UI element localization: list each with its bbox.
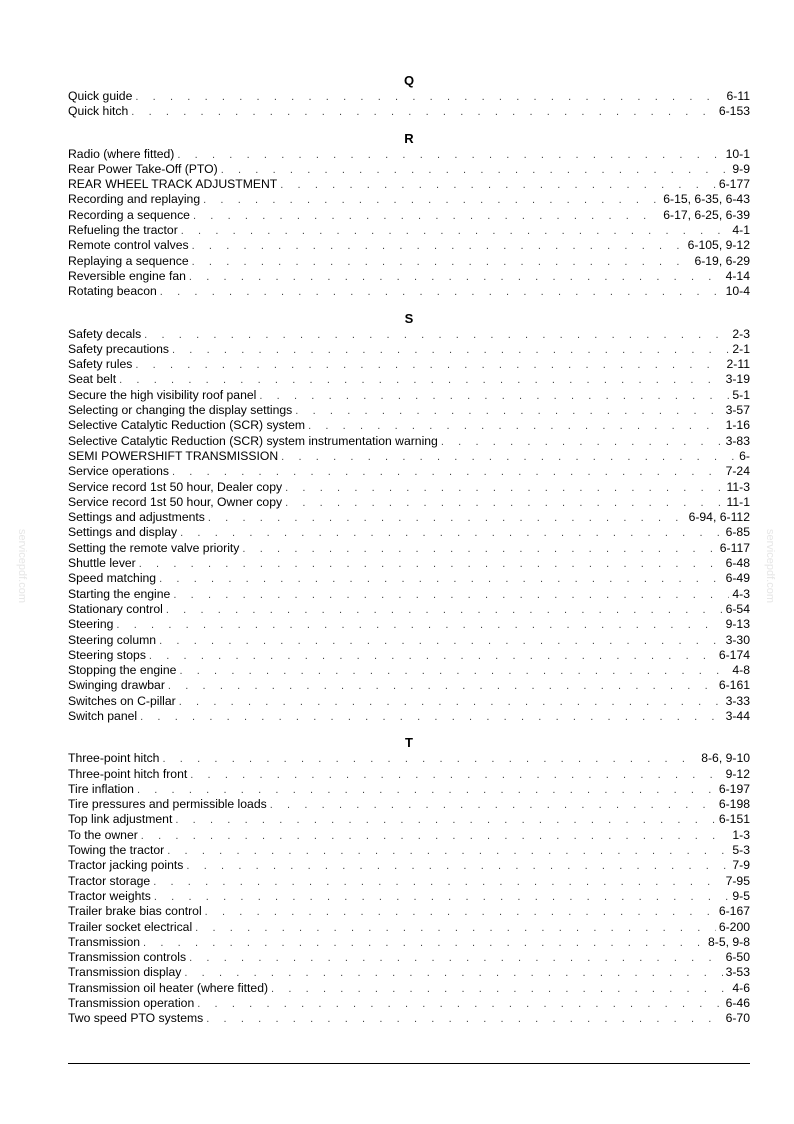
entry-label: Quick hitch: [68, 104, 131, 119]
dot-leader: [166, 603, 723, 618]
section-letter: Q: [403, 73, 415, 88]
dot-leader: [184, 966, 722, 981]
index-entry[interactable]: [68, 223, 750, 238]
index-entry[interactable]: [68, 782, 750, 797]
index-entry[interactable]: [68, 342, 750, 357]
entry-page-ref: 6-151: [716, 812, 750, 827]
dot-leader: [159, 634, 723, 649]
dot-leader: [177, 148, 722, 163]
entry-page-ref: 2-11: [724, 357, 751, 372]
index-entry[interactable]: [68, 874, 750, 889]
entry-page-ref: 9-5: [729, 889, 750, 904]
dot-leader: [173, 588, 729, 603]
entry-label: Tractor jacking points: [68, 858, 186, 873]
index-entry[interactable]: [68, 89, 750, 104]
section-letter: S: [404, 310, 414, 326]
entry-page-ref: 6-174: [716, 648, 750, 663]
index-entry[interactable]: [68, 858, 750, 873]
dot-leader: [135, 358, 723, 373]
entry-label: Swinging drawbar: [68, 678, 168, 693]
entry-page-ref: 4-8: [729, 663, 750, 678]
index-entry[interactable]: [68, 602, 750, 617]
entry-page-ref: 6-200: [716, 920, 750, 935]
entry-page-ref: 2-3: [729, 327, 750, 342]
dot-leader: [221, 163, 730, 178]
dot-leader: [285, 481, 723, 496]
index-entry[interactable]: [68, 694, 750, 709]
entry-label: Replaying a sequence: [68, 254, 192, 269]
entry-page-ref: 7-24: [723, 464, 750, 479]
dot-leader: [192, 255, 692, 270]
dot-leader: [308, 419, 723, 434]
entry-label: Tire inflation: [68, 782, 137, 797]
entry-page-ref: 3-57: [723, 403, 750, 418]
dot-leader: [144, 328, 729, 343]
entry-page-ref: 2-1: [729, 342, 750, 357]
entry-label: Speed matching: [68, 571, 159, 586]
entry-page-ref: 6-198: [716, 797, 750, 812]
entry-label: To the owner: [68, 828, 141, 843]
index-entry[interactable]: [68, 920, 750, 935]
entry-label: Three-point hitch: [68, 751, 162, 766]
entry-label: Remote control valves: [68, 238, 192, 253]
index-entry[interactable]: [68, 617, 750, 632]
entry-label: REAR WHEEL TRACK ADJUSTMENT: [68, 177, 280, 192]
dot-leader: [181, 224, 730, 239]
entry-label: Secure the high visibility roof panel: [68, 388, 259, 403]
dot-leader: [285, 496, 723, 511]
dot-leader: [116, 618, 722, 633]
index-entry[interactable]: [68, 510, 750, 525]
dot-leader: [139, 557, 723, 572]
dot-leader: [242, 542, 716, 557]
index-entry[interactable]: [68, 1011, 750, 1026]
entry-label: Top link adjustment: [68, 812, 175, 827]
index-entry[interactable]: [68, 162, 750, 177]
dot-leader: [179, 664, 729, 679]
index-entry[interactable]: [68, 904, 750, 919]
entry-label: Stationary control: [68, 602, 166, 617]
dot-leader: [270, 798, 716, 813]
entry-page-ref: 3-30: [723, 633, 750, 648]
entry-page-ref: 8-5, 9-8: [705, 935, 750, 950]
index-entry[interactable]: [68, 449, 750, 464]
index-entry[interactable]: [68, 269, 750, 284]
index-entry[interactable]: [68, 935, 750, 950]
index-page: [68, 72, 750, 1027]
dot-leader: [179, 695, 723, 710]
index-entry[interactable]: [68, 525, 750, 540]
entry-label: Transmission: [68, 935, 143, 950]
entry-label: Transmission controls: [68, 950, 189, 965]
index-entry[interactable]: [68, 843, 750, 858]
index-section: [68, 310, 750, 725]
entry-label: Reversible engine fan: [68, 269, 189, 284]
entry-label: Shuttle lever: [68, 556, 139, 571]
entry-page-ref: 10-1: [723, 147, 750, 162]
index-entry[interactable]: [68, 587, 750, 602]
entry-label: Tractor weights: [68, 889, 154, 904]
dot-leader: [160, 285, 723, 300]
dot-leader: [119, 373, 722, 388]
entry-label: Safety precautions: [68, 342, 172, 357]
index-entry[interactable]: [68, 541, 750, 556]
watermark-left: servicepdf.com: [16, 529, 28, 603]
index-entry[interactable]: [68, 828, 750, 843]
entry-page-ref: 3-19: [723, 372, 750, 387]
index-entry[interactable]: [68, 147, 750, 162]
dot-leader: [167, 844, 729, 859]
entry-page-ref: 10-4: [723, 284, 750, 299]
dot-leader: [205, 905, 716, 920]
entry-label: Quick guide: [68, 89, 135, 104]
dot-leader: [186, 859, 729, 874]
index-entry[interactable]: [68, 709, 750, 724]
entry-page-ref: 7-9: [729, 858, 750, 873]
entry-label: Safety rules: [68, 357, 135, 372]
dot-leader: [192, 239, 685, 254]
dot-leader: [135, 90, 723, 105]
entry-label: Transmission operation: [68, 996, 197, 1011]
index-entry[interactable]: [68, 388, 750, 403]
dot-leader: [280, 178, 716, 193]
entry-page-ref: 1-3: [729, 828, 750, 843]
entry-label: Service record 1st 50 hour, Owner copy: [68, 495, 285, 510]
entry-page-ref: 11-3: [724, 480, 751, 495]
footer-rule: [68, 1063, 750, 1064]
entry-label: Setting the remote valve priority: [68, 541, 242, 556]
index-entry[interactable]: [68, 965, 750, 980]
index-entry[interactable]: [68, 357, 750, 372]
entry-page-ref: 11-1: [724, 495, 751, 510]
entry-label: Rotating beacon: [68, 284, 160, 299]
index-entry[interactable]: [68, 633, 750, 648]
entry-page-ref: 1-16: [723, 418, 750, 433]
index-entry[interactable]: [68, 192, 750, 207]
dot-leader: [172, 343, 729, 358]
entry-page-ref: 4-14: [723, 269, 750, 284]
entry-label: Tire pressures and permissible loads: [68, 797, 270, 812]
dot-leader: [172, 465, 723, 480]
dot-leader: [190, 768, 722, 783]
index-entry[interactable]: [68, 177, 750, 192]
entry-page-ref: 3-33: [723, 694, 750, 709]
dot-leader: [206, 1012, 722, 1027]
section-letter: T: [405, 735, 413, 751]
entry-page-ref: 6-46: [723, 996, 750, 1011]
entry-label: Refueling the tractor: [68, 223, 181, 238]
dot-leader: [141, 829, 730, 844]
entry-page-ref: 5-3: [729, 843, 750, 858]
index-entry[interactable]: [68, 480, 750, 495]
entry-page-ref: 6-50: [723, 950, 750, 965]
dot-leader: [149, 649, 716, 664]
watermark-right: servicepdf.com: [764, 529, 776, 603]
index-entry[interactable]: [68, 104, 750, 119]
entry-page-ref: 6-94, 6-112: [686, 510, 750, 525]
entry-page-ref: 4-1: [729, 223, 750, 238]
dot-leader: [137, 783, 716, 798]
index-entry[interactable]: [68, 797, 750, 812]
entry-page-ref: 6-153: [716, 104, 750, 119]
entry-label: Safety decals: [68, 327, 144, 342]
index-entry[interactable]: [68, 812, 750, 827]
entry-label: Selective Catalytic Reduction (SCR) system: [68, 418, 308, 433]
section-letter: R: [404, 130, 414, 146]
entry-page-ref: 6-105, 9-12: [685, 238, 750, 253]
dot-leader: [271, 982, 729, 997]
entry-page-ref: 6-54: [723, 602, 750, 617]
entry-page-ref: 3-53: [723, 965, 750, 980]
dot-leader: [295, 404, 722, 419]
dot-leader: [168, 679, 716, 694]
dot-leader: [441, 435, 723, 450]
entry-page-ref: 6-11: [724, 89, 751, 104]
dot-leader: [154, 890, 730, 905]
index-entry[interactable]: [68, 208, 750, 223]
entry-page-ref: 9-9: [729, 162, 750, 177]
entry-page-ref: 6-19, 6-29: [691, 254, 750, 269]
entry-label: Transmission oil heater (where fitted): [68, 981, 271, 996]
entry-label: Trailer socket electrical: [68, 920, 195, 935]
dot-leader: [162, 752, 698, 767]
entry-label: Three-point hitch front: [68, 767, 190, 782]
index-entry[interactable]: [68, 996, 750, 1011]
dot-leader: [143, 936, 705, 951]
entry-page-ref: 6-48: [723, 556, 750, 571]
entry-page-ref: 6-197: [716, 782, 750, 797]
index-entry[interactable]: [68, 889, 750, 904]
entry-page-ref: 5-1: [729, 388, 750, 403]
dot-leader: [259, 389, 729, 404]
entry-page-ref: 6-49: [723, 571, 750, 586]
dot-leader: [189, 270, 723, 285]
dot-leader: [203, 193, 660, 208]
index-entry[interactable]: [68, 751, 750, 766]
entry-label: Steering column: [68, 633, 159, 648]
entry-label: Rear Power Take-Off (PTO): [68, 162, 221, 177]
entry-page-ref: 6-161: [716, 678, 750, 693]
index-entry[interactable]: [68, 495, 750, 510]
index-sections: [68, 72, 750, 1027]
entry-page-ref: 6-15, 6-35, 6-43: [660, 192, 750, 207]
entry-page-ref: 6-117: [717, 541, 750, 556]
index-entry[interactable]: [68, 284, 750, 299]
entry-label: Selective Catalytic Reduction (SCR) system instrumentation warning: [68, 434, 441, 449]
entry-page-ref: 6-85: [723, 525, 750, 540]
dot-leader: [281, 450, 736, 465]
entry-label: Switch panel: [68, 709, 140, 724]
entry-page-ref: 3-83: [723, 434, 750, 449]
entry-page-ref: 9-13: [723, 617, 750, 632]
dot-leader: [153, 875, 722, 890]
entry-page-ref: 6-167: [716, 904, 750, 919]
entry-page-ref: 6-177: [716, 177, 750, 192]
entry-label: Settings and adjustments: [68, 510, 208, 525]
index-entry[interactable]: [68, 663, 750, 678]
index-entry[interactable]: [68, 648, 750, 663]
index-entry[interactable]: [68, 981, 750, 996]
entry-page-ref: 8-6, 9-10: [698, 751, 750, 766]
entry-page-ref: 6-: [736, 449, 750, 464]
entry-label: Two speed PTO systems: [68, 1011, 206, 1026]
index-entry[interactable]: [68, 571, 750, 586]
index-entry[interactable]: [68, 403, 750, 418]
dot-leader: [193, 209, 660, 224]
dot-leader: [189, 951, 723, 966]
index-entry[interactable]: [68, 238, 750, 253]
index-entry[interactable]: [68, 767, 750, 782]
entry-label: Stopping the engine: [68, 663, 179, 678]
dot-leader: [131, 105, 716, 120]
index-entry[interactable]: [68, 434, 750, 449]
entry-page-ref: 6-70: [723, 1011, 750, 1026]
entry-label: Starting the engine: [68, 587, 173, 602]
entry-label: Steering stops: [68, 648, 149, 663]
index-entry[interactable]: [68, 418, 750, 433]
index-entry[interactable]: [68, 372, 750, 387]
index-entry[interactable]: [68, 950, 750, 965]
entry-label: Seat belt: [68, 372, 119, 387]
entry-label: SEMI POWERSHIFT TRANSMISSION: [68, 449, 281, 464]
entry-label: Service operations: [68, 464, 172, 479]
dot-leader: [208, 511, 686, 526]
index-entry[interactable]: [68, 464, 750, 479]
dot-leader: [197, 997, 722, 1012]
entry-label: Settings and display: [68, 525, 180, 540]
entry-label: Selecting or changing the display settings: [68, 403, 295, 418]
entry-label: Transmission display: [68, 965, 184, 980]
dot-leader: [180, 526, 723, 541]
entry-label: Recording and replaying: [68, 192, 203, 207]
entry-page-ref: 3-44: [723, 709, 750, 724]
entry-label: Service record 1st 50 hour, Dealer copy: [68, 480, 285, 495]
dot-leader: [140, 710, 722, 725]
entry-label: Towing the tractor: [68, 843, 167, 858]
index-entry[interactable]: [68, 327, 750, 342]
entry-page-ref: 4-6: [729, 981, 750, 996]
entry-label: Steering: [68, 617, 116, 632]
index-entry[interactable]: [68, 556, 750, 571]
entry-label: Tractor storage: [68, 874, 153, 889]
dot-leader: [175, 813, 716, 828]
index-entry[interactable]: [68, 254, 750, 269]
entry-label: Recording a sequence: [68, 208, 193, 223]
entry-label: Trailer brake bias control: [68, 904, 205, 919]
entry-label: Switches on C-pillar: [68, 694, 179, 709]
dot-leader: [195, 921, 716, 936]
index-entry[interactable]: [68, 678, 750, 693]
index-section: [68, 72, 750, 120]
index-section: [68, 734, 750, 1026]
entry-page-ref: 7-95: [723, 874, 750, 889]
dot-leader: [159, 572, 723, 587]
entry-page-ref: 6-17, 6-25, 6-39: [660, 208, 750, 223]
index-section: [68, 130, 750, 300]
entry-label: Radio (where fitted): [68, 147, 177, 162]
entry-page-ref: 4-3: [729, 587, 750, 602]
entry-page-ref: 9-12: [723, 767, 750, 782]
